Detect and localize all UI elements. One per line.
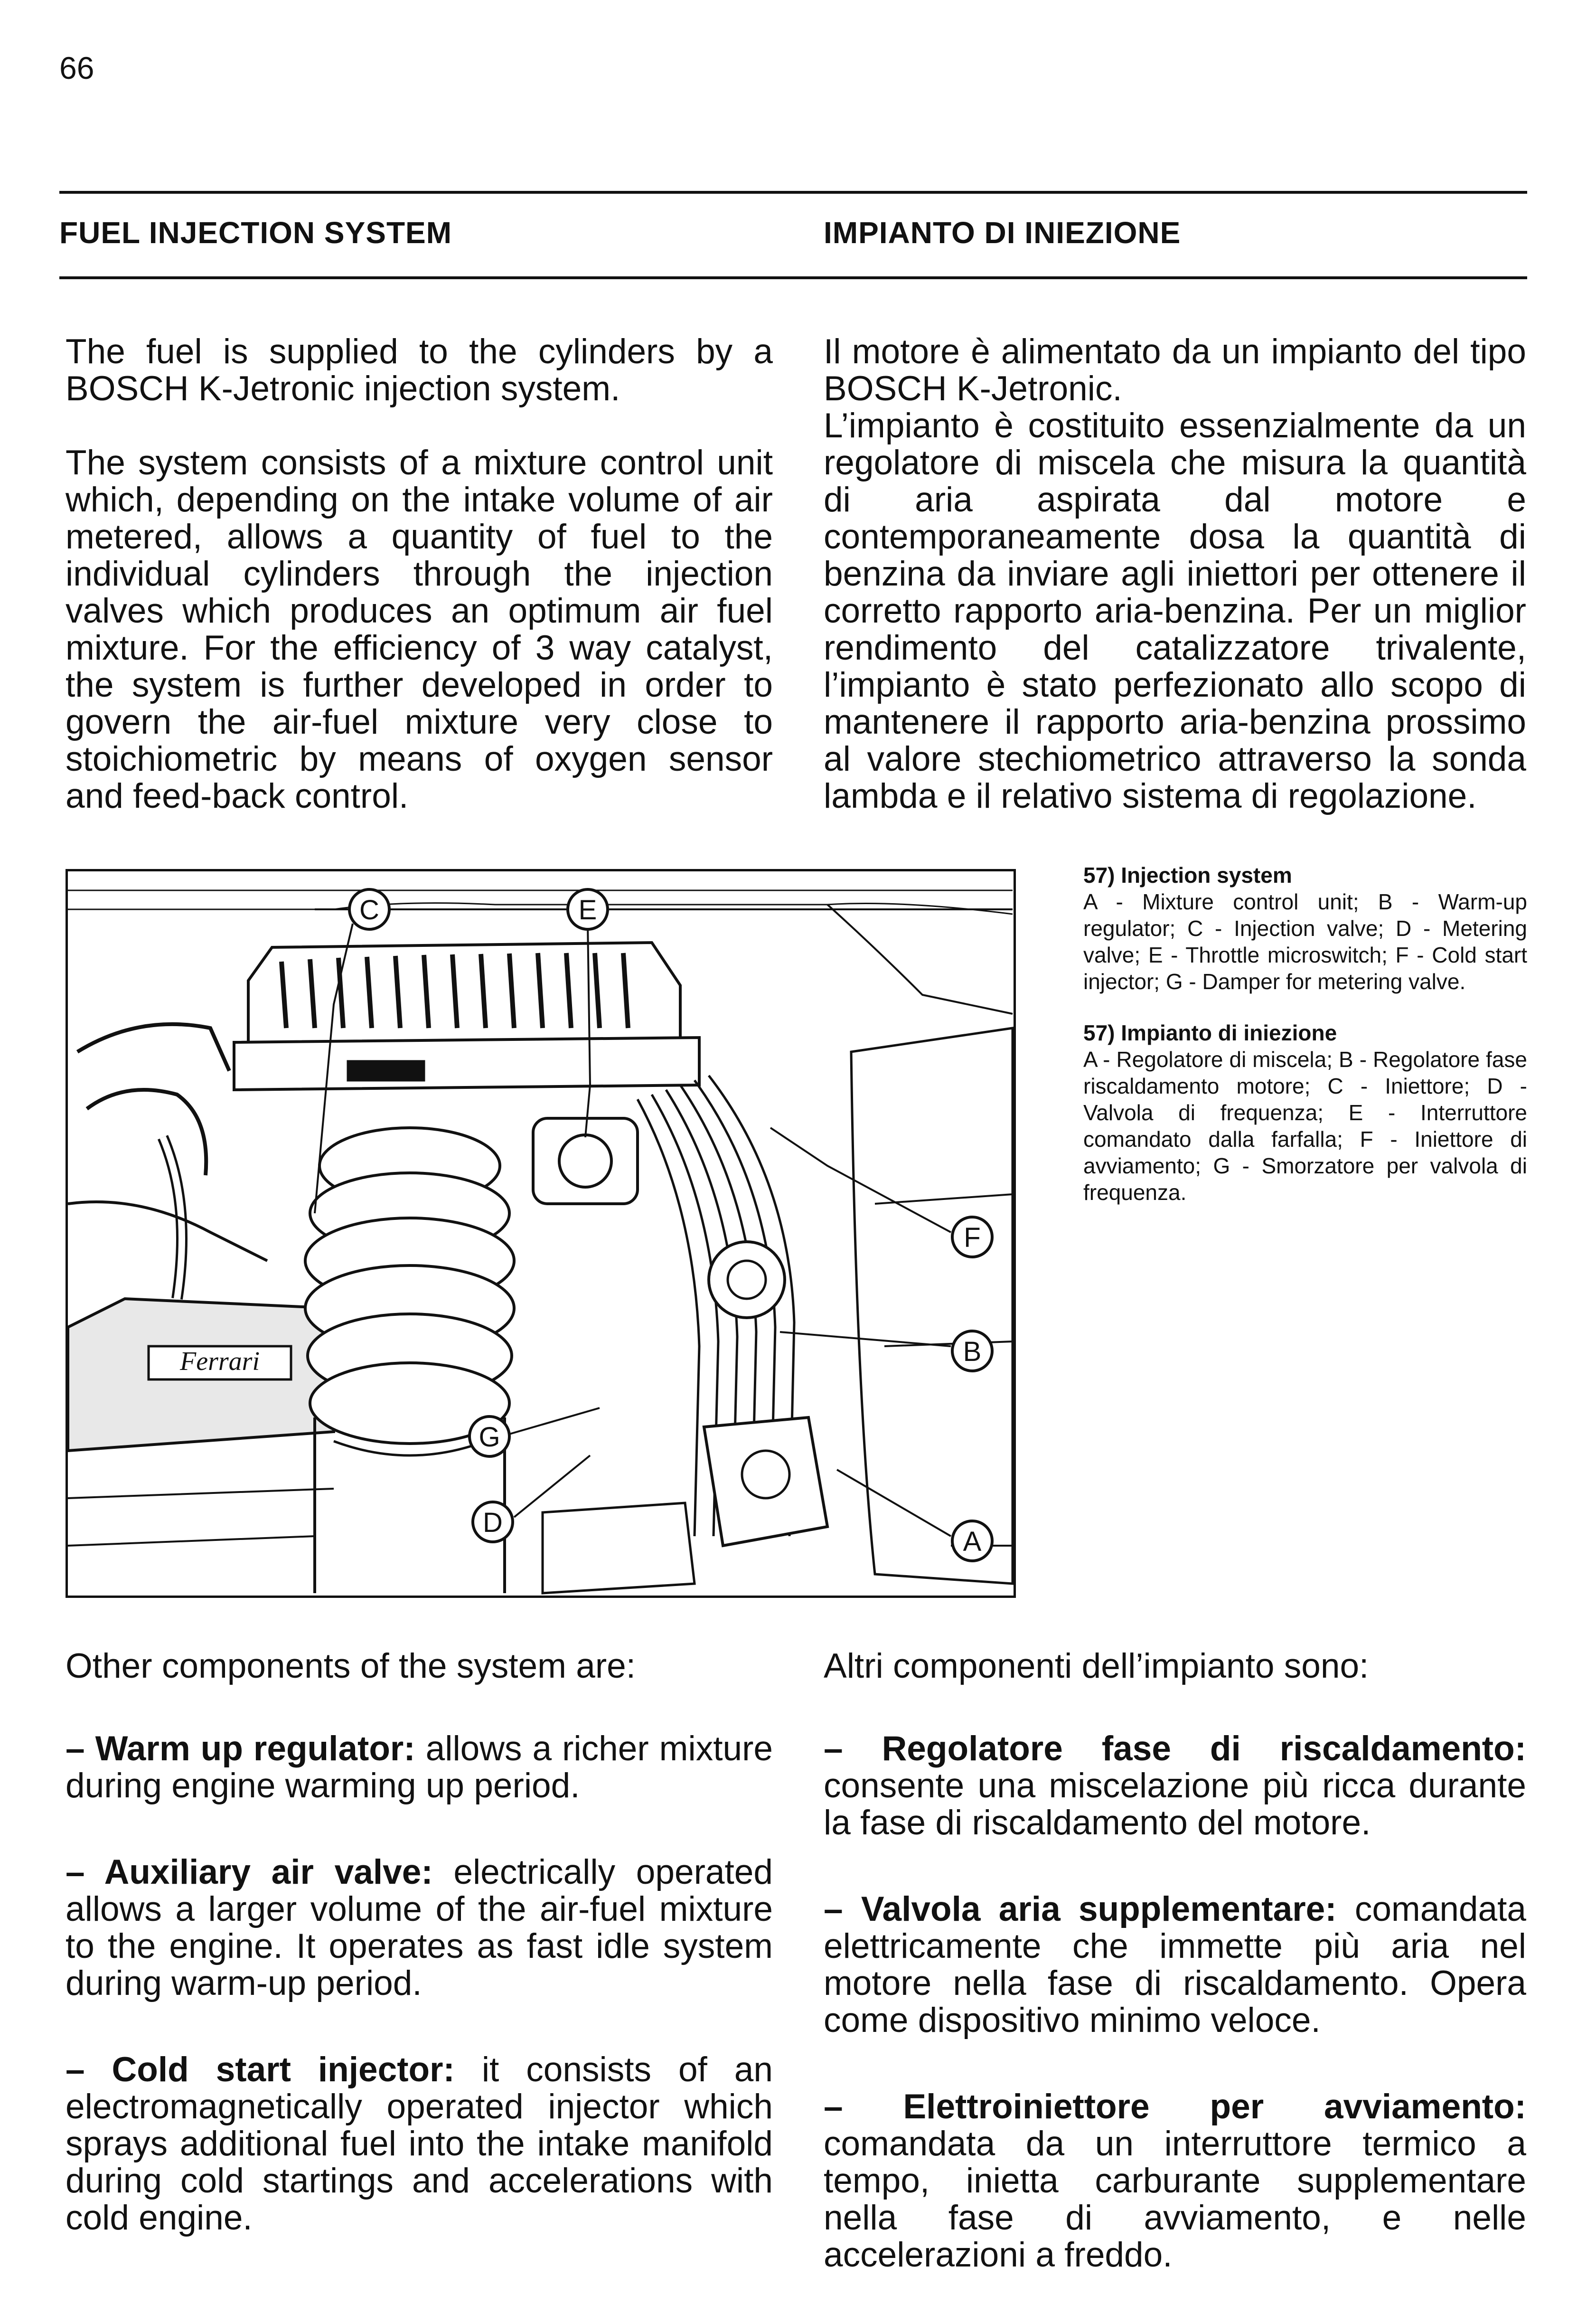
component-text-en: electrically operated allows a larger volume of the air-fuel mixture to the engine. It operates as fast idle system during warm-up period.: [66, 1853, 773, 2002]
section-title-it: IMPIANTO DI INIEZIONE: [824, 216, 1181, 250]
component-text-it: comandata elettricamente che immette più aria nel motore nella fase di riscaldamento. Opera come dispositivo minimo veloce.: [824, 1890, 1526, 2040]
figure-caption: [1083, 862, 1527, 1230]
callout-g-label: G: [479, 1422, 500, 1453]
callout-d-label: D: [483, 1507, 503, 1538]
component-text-en: allows a richer mixture during engine warming up period.: [66, 1729, 773, 1805]
callout-b-label: B: [963, 1336, 982, 1367]
component-text-it: consente una miscelazione più ricca durante la fase di riscaldamento del motore.: [824, 1766, 1526, 1842]
intro-text-it: [824, 333, 1526, 815]
component-item-it: [824, 1891, 1526, 2039]
components-list-en: [66, 1648, 773, 2286]
component-text-en: it consists of an electromagnetically operated injector which sprays additional fuel into the intake manifold during cold startings and accelerations with cold engine.: [66, 2050, 773, 2237]
component-item-en: [66, 1730, 773, 1804]
intro-paragraph-1-it: Il motore è alimentato da un impianto del tipo BOSCH K-Jetronic.: [824, 332, 1526, 408]
caption-text-it: A - Regolatore di miscela; B - Regolatore fase riscaldamento motore; C - Iniettore; D - Valvola di frequenza; E - Interruttore comandato dalla farfalla; F - Iniettore di avviamento; G - Smorzatore per valvola di frequenza.: [1083, 1047, 1527, 1205]
component-label-it: – Regolatore fase di riscaldamento:: [824, 1729, 1526, 1768]
components-list-it: [824, 1648, 1526, 2323]
caption-text-en: A - Mixture control unit; B - Warm-up regulator; C - Injection valve; D - Metering valve; E - Throttle microswitch; F - Cold start injector; G - Damper for metering valve.: [1083, 889, 1527, 994]
page-number: 66: [59, 50, 94, 85]
callout-a-label: A: [963, 1526, 982, 1557]
header-rule-top: [59, 191, 1527, 194]
callout-c-label: C: [359, 895, 379, 925]
ferrari-logo: Ferrari: [180, 1347, 260, 1376]
component-label-it: – Valvola aria supplementare:: [824, 1890, 1337, 1928]
intro-text-en: [66, 333, 773, 815]
component-item-it: [824, 1730, 1526, 1841]
intro-paragraph-2-it: L’impianto è costituito essenzialmente da un regolatore di miscela che misura la quantità di aria aspirata dal motore e contemporaneamente dosa la quantità di benzina da inviare agli iniettori per ottenere il corretto rapporto aria-benzina. Per un miglior rendimento del catalizzatore trivalente, l’impianto è stato perfezionato allo scopo di mantenere il rapporto aria-benzina prossimo al valore stechiometrico attraverso la sonda lambda e il relativo sistema di regolazione.: [824, 406, 1526, 815]
caption-title-en: 57) Injection system: [1083, 863, 1292, 888]
component-item-en: [66, 2051, 773, 2237]
component-label-it: – Elettroiniettore per avviamento:: [824, 2087, 1526, 2126]
intro-paragraph-1-en: The fuel is supplied to the cylinders by a BOSCH K-Jetronic injection system.: [66, 332, 773, 408]
component-text-it: comandata da un interruttore termico a tempo, inietta carburante supplementare nella fase di avviamento, e nelle accelerazioni a freddo.: [824, 2125, 1526, 2274]
engine-drawing: [68, 871, 1014, 1596]
components-intro-it: Altri componenti dell’impianto sono:: [824, 1647, 1369, 1685]
component-item-en: [66, 1854, 773, 2002]
component-label-en: – Auxiliary air valve:: [66, 1853, 433, 1891]
components-intro-en: Other components of the system are:: [66, 1647, 636, 1685]
callout-f-label: F: [964, 1222, 981, 1253]
callout-e-label: E: [578, 895, 597, 925]
section-title-en: FUEL INJECTION SYSTEM: [59, 216, 452, 250]
engine-illustration: [66, 869, 1016, 1598]
component-label-en: – Warm up regulator:: [66, 1729, 415, 1768]
component-label-en: – Cold start injector:: [66, 2050, 455, 2089]
caption-title-it: 57) Impianto di iniezione: [1083, 1020, 1337, 1045]
header-rule-bottom: [59, 276, 1527, 279]
intro-paragraph-2-en: The system consists of a mixture control unit which, depending on the intake volume of air metered, allows a quantity of fuel to the individual cylinders through the injection valves which produces an optimum air fuel mixture. For the efficiency of 3 way catalyst, the system is further developed in order to govern the air-fuel mixture very close to stoichiometric by means of oxygen sensor and feed-back control.: [66, 444, 773, 815]
component-item-it: [824, 2088, 1526, 2274]
